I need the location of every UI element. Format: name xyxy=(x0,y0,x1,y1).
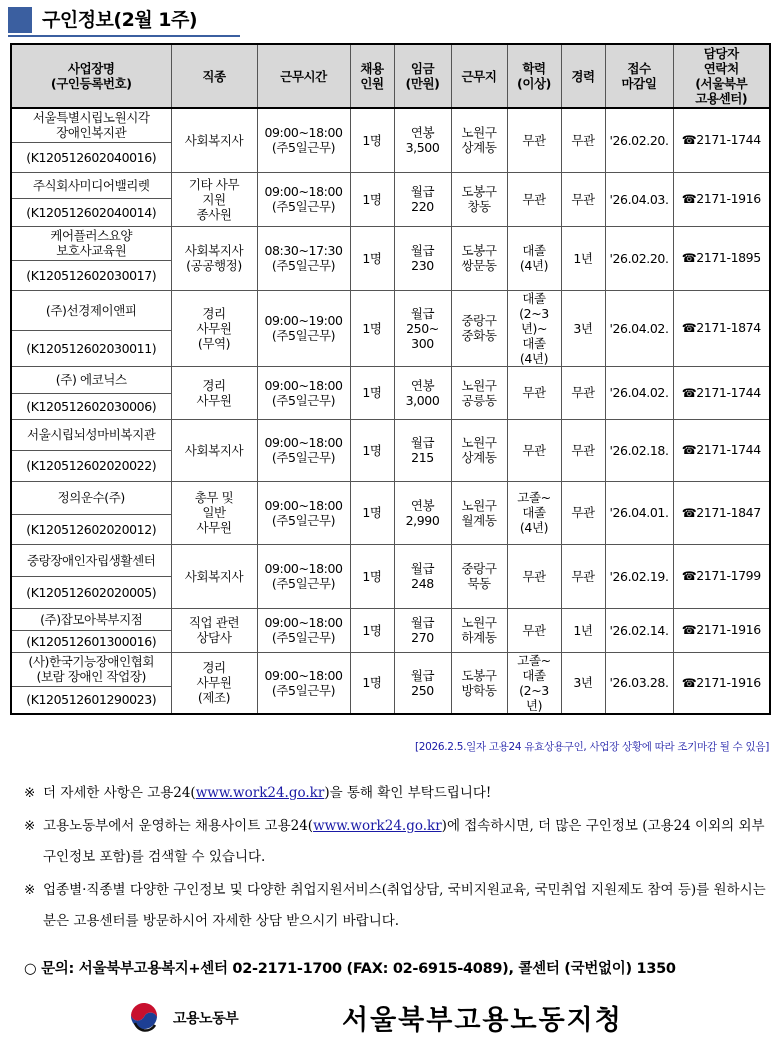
cell-location: 중랑구 묵동 xyxy=(451,544,507,608)
cell-deadline: '26.02.14. xyxy=(605,608,673,652)
job-listings-table xyxy=(10,43,771,715)
column-header: 근무지 xyxy=(451,44,507,108)
column-header: 사업장명 (구인등록번호) xyxy=(11,44,171,108)
cell-education: 무관 xyxy=(507,544,561,608)
cell-deadline: '26.04.03. xyxy=(605,172,673,226)
note-mark: ※ xyxy=(24,882,36,898)
phone-icon: ☎ xyxy=(681,321,697,335)
column-header: 담당자 연락처 (서울북부 고용센터) xyxy=(673,44,770,108)
contact-phone xyxy=(673,366,770,419)
contact-phone xyxy=(673,108,770,172)
contact-phone xyxy=(673,290,770,366)
note-mark: ※ xyxy=(24,818,36,834)
cell-education: 무관 xyxy=(507,172,561,226)
cell-location: 노원구 상계동 xyxy=(451,108,507,172)
cell-hours: 09:00~18:00 (주5일근무) xyxy=(257,366,350,419)
cell-hours: 08:30~17:30 (주5일근무) xyxy=(257,226,350,290)
title-underline xyxy=(8,35,240,37)
cell-location: 도봉구 쌍문동 xyxy=(451,226,507,290)
phone-number: 2171-1916 xyxy=(696,674,761,690)
section-title xyxy=(8,5,240,37)
registration-number: (K120512602030011) xyxy=(11,331,171,366)
registration-number: (K120512602040016) xyxy=(11,142,171,172)
cell-deadline: '26.04.02. xyxy=(605,366,673,419)
column-header: 접수 마감일 xyxy=(605,44,673,108)
taegeuk-logo-icon xyxy=(126,1001,162,1037)
cell-deadline: '26.02.19. xyxy=(605,544,673,608)
cell-count: 1명 xyxy=(350,290,394,366)
cell-hours: 09:00~18:00 (주5일근무) xyxy=(257,608,350,652)
phone-icon: ☎ xyxy=(681,251,697,265)
cell-career: 무관 xyxy=(561,366,605,419)
column-header: 직종 xyxy=(171,44,257,108)
cell-hours: 09:00~18:00 (주5일근무) xyxy=(257,172,350,226)
notes-section xyxy=(24,778,774,939)
cell-deadline: '26.03.28. xyxy=(605,652,673,714)
company-name: 주식회사미디어밸리렛 xyxy=(11,172,171,198)
note-text-end: )을 통해 확인 부탁드립니다! xyxy=(324,785,492,801)
cell-education: 무관 xyxy=(507,419,561,481)
cell-wage: 연봉 3,000 xyxy=(394,366,451,419)
cell-hours: 09:00~18:00 (주5일근무) xyxy=(257,544,350,608)
table-row xyxy=(11,226,770,260)
contact-phone xyxy=(673,419,770,481)
registration-number: (K120512601300016) xyxy=(11,630,171,652)
note-item xyxy=(24,875,774,937)
contact-line: ○ 문의: 서울북부고용복지+센터 02-2171-1700 (FAX: 02-6915-4089), 콜센터 (국번없이) 1350 xyxy=(24,961,676,977)
cell-count: 1명 xyxy=(350,419,394,481)
contact-phone xyxy=(673,652,770,714)
registration-number: (K120512602040014) xyxy=(11,198,171,226)
phone-icon: ☎ xyxy=(681,192,697,206)
cell-education: 대졸 (2~3 년)~ 대졸 (4년) xyxy=(507,290,561,366)
cell-count: 1명 xyxy=(350,608,394,652)
cell-location: 노원구 공릉동 xyxy=(451,366,507,419)
phone-icon: ☎ xyxy=(681,569,697,583)
phone-icon: ☎ xyxy=(681,675,697,690)
registration-number: (K120512602030017) xyxy=(11,260,171,290)
phone-number: 2171-1895 xyxy=(696,250,761,265)
cell-job: 사회복지사 xyxy=(171,544,257,608)
phone-icon: ☎ xyxy=(681,133,697,148)
cell-count: 1명 xyxy=(350,366,394,419)
cell-education: 고졸~ 대졸 (2~3 년) xyxy=(507,652,561,714)
cell-wage: 월급 248 xyxy=(394,544,451,608)
page-title: 구인정보(2월 1주) xyxy=(42,9,198,31)
cell-location: 노원구 하계동 xyxy=(451,608,507,652)
title-accent-bar xyxy=(8,7,32,33)
office-name: 서울북부고용노동지청 xyxy=(342,1005,623,1036)
table-footnote: [2026.2.5.일자 고용24 유효상용구인, 사업장 상황에 따라 조기마감 될 수 있음] xyxy=(414,741,769,753)
phone-number: 2171-1799 xyxy=(696,568,761,583)
cell-wage: 월급 270 xyxy=(394,608,451,652)
cell-location: 노원구 상계동 xyxy=(451,419,507,481)
cell-education: 대졸 (4년) xyxy=(507,226,561,290)
column-header: 경력 xyxy=(561,44,605,108)
registration-number: (K120512602020022) xyxy=(11,450,171,481)
contact-phone xyxy=(673,481,770,544)
cell-location: 중랑구 중화동 xyxy=(451,290,507,366)
cell-career: 3년 xyxy=(561,652,605,714)
cell-location: 도봉구 방학동 xyxy=(451,652,507,714)
table-row xyxy=(11,108,770,142)
table-row xyxy=(11,544,770,576)
table-header-row xyxy=(11,44,770,108)
cell-count: 1명 xyxy=(350,226,394,290)
phone-icon: ☎ xyxy=(681,623,697,637)
cell-deadline: '26.04.02. xyxy=(605,290,673,366)
phone-number: 2171-1744 xyxy=(696,384,761,400)
table-row xyxy=(11,652,770,687)
registration-number: (K120512602020012) xyxy=(11,514,171,544)
cell-job: 사회복지사 xyxy=(171,419,257,481)
cell-education: 고졸~ 대졸 (4년) xyxy=(507,481,561,544)
cell-career: 1년 xyxy=(561,226,605,290)
cell-count: 1명 xyxy=(350,481,394,544)
table-row xyxy=(11,481,770,514)
registration-number: (K120512601290023) xyxy=(11,687,171,714)
cell-wage: 월급 230 xyxy=(394,226,451,290)
cell-count: 1명 xyxy=(350,172,394,226)
cell-career: 무관 xyxy=(561,544,605,608)
cell-wage: 연봉 3,500 xyxy=(394,108,451,172)
registration-number: (K120512602030006) xyxy=(11,393,171,419)
table-row xyxy=(11,366,770,393)
company-name: 케어플러스요양 보호사교육원 xyxy=(11,226,171,260)
cell-hours: 09:00~19:00 (주5일근무) xyxy=(257,290,350,366)
phone-number: 2171-1744 xyxy=(696,442,761,457)
cell-education: 무관 xyxy=(507,108,561,172)
cell-count: 1명 xyxy=(350,108,394,172)
column-header: 학력 (이상) xyxy=(507,44,561,108)
note-text: 더 자세한 사항은 고용24( xyxy=(43,785,196,801)
cell-deadline: '26.02.18. xyxy=(605,419,673,481)
cell-hours: 09:00~18:00 (주5일근무) xyxy=(257,481,350,544)
cell-hours: 09:00~18:00 (주5일근무) xyxy=(257,419,350,481)
work24-link[interactable]: www.work24.go.kr xyxy=(195,785,325,801)
note-text: 고용노동부에서 운영하는 채용사이트 고용24( xyxy=(43,818,314,834)
note-item xyxy=(24,811,774,873)
ministry-name: 고용노동부 xyxy=(173,1011,239,1027)
cell-wage: 월급 215 xyxy=(394,419,451,481)
cell-career: 무관 xyxy=(561,419,605,481)
column-header: 채용 인원 xyxy=(350,44,394,108)
cell-count: 1명 xyxy=(350,544,394,608)
phone-number: 2171-1916 xyxy=(696,622,761,637)
contact-phone xyxy=(673,226,770,290)
column-header: 임금 (만원) xyxy=(394,44,451,108)
cell-job: 경리 사무원 (제조) xyxy=(171,652,257,714)
company-name: (주)잡모아북부지점 xyxy=(11,608,171,630)
cell-job: 사회복지사 xyxy=(171,108,257,172)
work24-link[interactable]: www.work24.go.kr xyxy=(313,818,442,834)
cell-deadline: '26.02.20. xyxy=(605,226,673,290)
phone-icon: ☎ xyxy=(681,443,697,457)
note-mark: ※ xyxy=(24,785,36,801)
footer xyxy=(0,995,777,1040)
cell-career: 1년 xyxy=(561,608,605,652)
phone-icon: ☎ xyxy=(681,385,697,400)
contact-phone xyxy=(673,544,770,608)
company-name: (주)선경제이앤피 xyxy=(11,290,171,331)
cell-count: 1명 xyxy=(350,652,394,714)
cell-hours: 09:00~18:00 (주5일근무) xyxy=(257,652,350,714)
phone-number: 2171-1847 xyxy=(696,504,761,520)
cell-job: 경리 사무원 xyxy=(171,366,257,419)
company-name: 정의운수(주) xyxy=(11,481,171,514)
cell-job: 사회복지사 (공공행정) xyxy=(171,226,257,290)
note-item xyxy=(24,778,774,809)
cell-job: 기타 사무 지원 종사원 xyxy=(171,172,257,226)
cell-education: 무관 xyxy=(507,366,561,419)
cell-education: 무관 xyxy=(507,608,561,652)
company-name: 중랑장애인자립생활센터 xyxy=(11,544,171,576)
cell-job: 직업 관련 상담사 xyxy=(171,608,257,652)
column-header: 근무시간 xyxy=(257,44,350,108)
note-text-end: )에 접속하시면, 더 많은 구인정보 (고용24 이외의 외부 구인정보 포함)를 검색할 수 있습니다. xyxy=(43,818,765,865)
phone-number: 2171-1916 xyxy=(696,191,761,206)
cell-career: 무관 xyxy=(561,108,605,172)
note-text: 업종별·직종별 다양한 구인정보 및 다양한 취업지원서비스(취업상담, 국비지원교육, 국민취업 지원제도 참여 등)를 원하시는 분은 고용센터를 방문하시어 자세한 상담 받으시기 바랍니다. xyxy=(43,882,766,929)
company-name: (사)한국기능장애인협회 (보람 장애인 작업장) xyxy=(11,652,171,687)
table-row xyxy=(11,172,770,198)
phone-number: 2171-1874 xyxy=(696,320,761,335)
table-row xyxy=(11,419,770,450)
table-row xyxy=(11,290,770,331)
cell-career: 무관 xyxy=(561,172,605,226)
cell-job: 경리 사무원 (무역) xyxy=(171,290,257,366)
cell-wage: 연봉 2,990 xyxy=(394,481,451,544)
company-name: 서울시립뇌성마비복지관 xyxy=(11,419,171,450)
cell-wage: 월급 220 xyxy=(394,172,451,226)
cell-location: 도봉구 창동 xyxy=(451,172,507,226)
cell-deadline: '26.04.01. xyxy=(605,481,673,544)
cell-job: 총무 및 일반 사무원 xyxy=(171,481,257,544)
company-name: 서울특별시립노원시각 장애인복지관 xyxy=(11,108,171,142)
company-name: (주) 에코닉스 xyxy=(11,366,171,393)
cell-location: 노원구 월계동 xyxy=(451,481,507,544)
contact-phone xyxy=(673,172,770,226)
contact-phone xyxy=(673,608,770,652)
cell-deadline: '26.02.20. xyxy=(605,108,673,172)
phone-icon: ☎ xyxy=(681,505,697,520)
phone-number: 2171-1744 xyxy=(696,132,761,148)
cell-hours: 09:00~18:00 (주5일근무) xyxy=(257,108,350,172)
cell-career: 무관 xyxy=(561,481,605,544)
cell-wage: 월급 250 xyxy=(394,652,451,714)
table-row xyxy=(11,608,770,630)
registration-number: (K120512602020005) xyxy=(11,576,171,608)
cell-career: 3년 xyxy=(561,290,605,366)
cell-wage: 월급 250~ 300 xyxy=(394,290,451,366)
